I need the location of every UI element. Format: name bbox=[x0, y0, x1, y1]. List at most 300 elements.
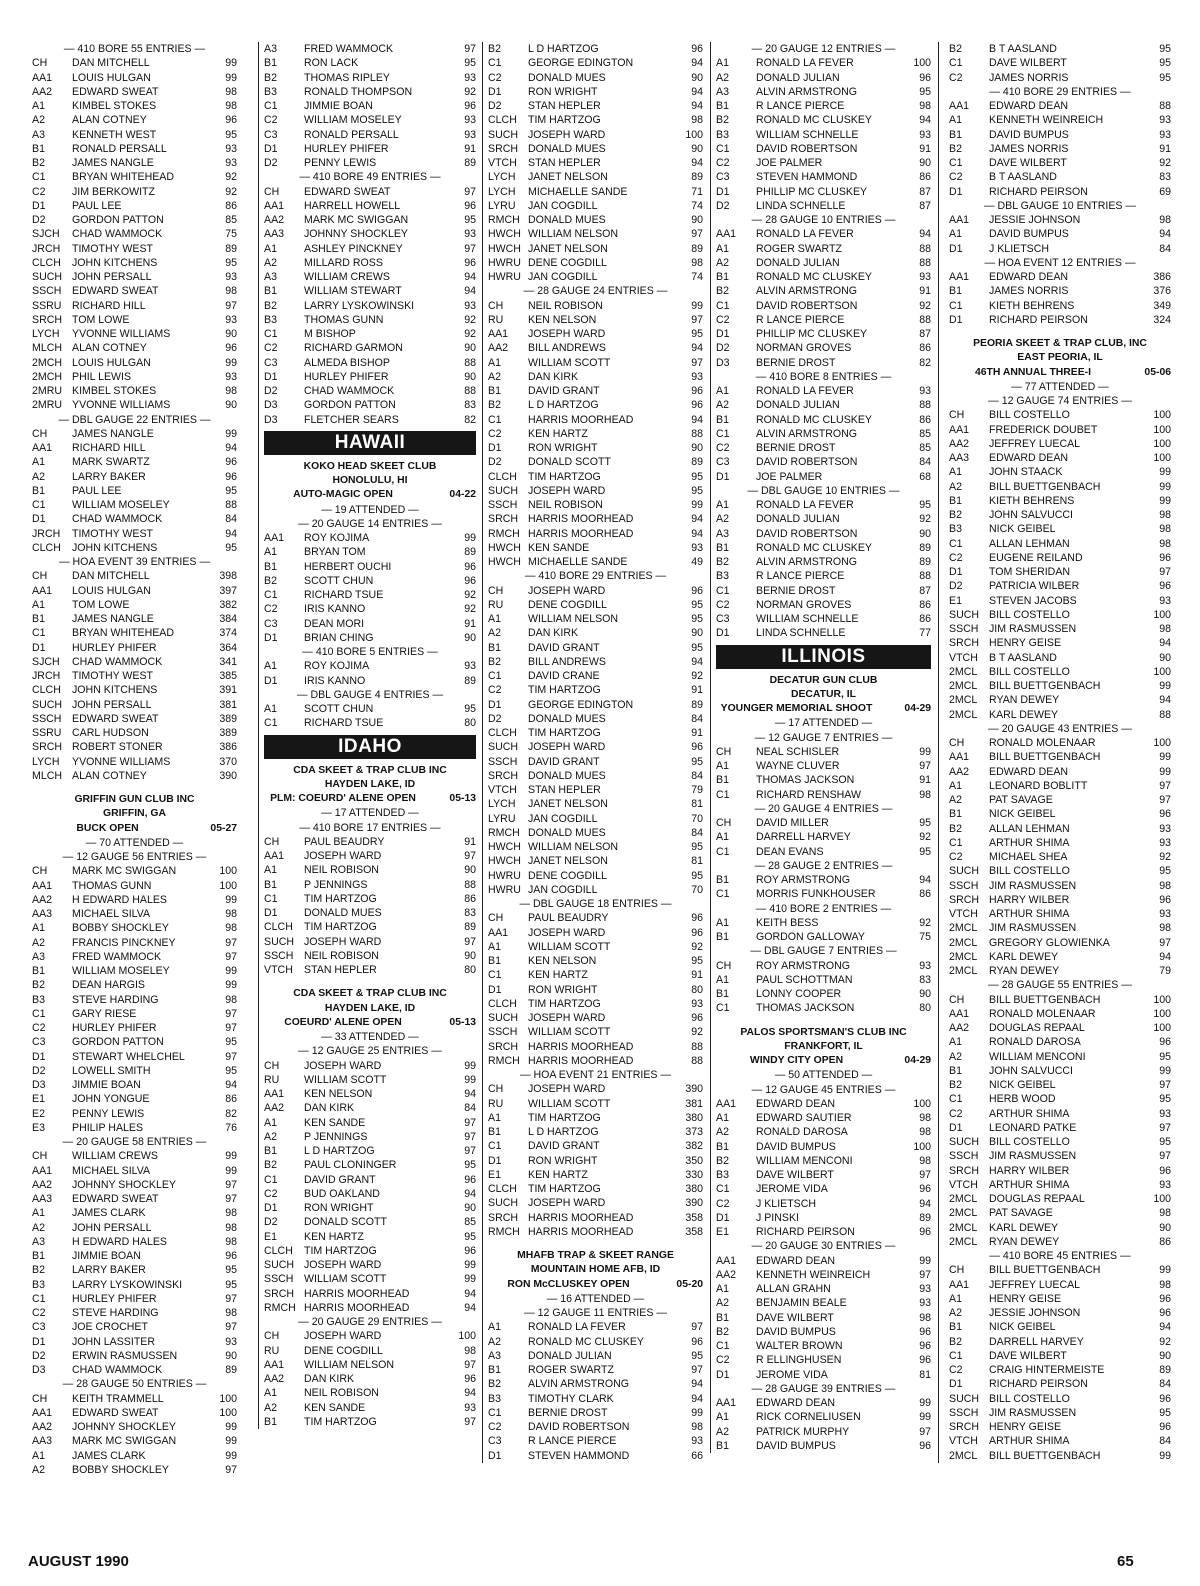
class-code: B1 bbox=[716, 271, 729, 283]
shooter-name: PHILLIP MC CLUSKEY bbox=[756, 328, 868, 340]
shooter-name: BENJAMIN BEALE bbox=[756, 1297, 847, 1310]
score: 96 bbox=[691, 584, 703, 597]
class-code: RU bbox=[264, 1073, 280, 1086]
result-row bbox=[488, 1168, 703, 1182]
result-row bbox=[716, 598, 931, 612]
class-code: A1 bbox=[949, 779, 962, 792]
score: 99 bbox=[225, 356, 237, 369]
score: 95 bbox=[691, 470, 703, 483]
shoot-title bbox=[716, 1054, 931, 1068]
result-row bbox=[716, 830, 931, 844]
event-line: — 28 GAUGE 10 ENTRIES — bbox=[751, 214, 896, 226]
score: 96 bbox=[225, 114, 237, 127]
shooter-name: JOHNNY SHOCKLEY bbox=[72, 1178, 177, 1191]
shooter-name: JOE PALMER bbox=[756, 157, 823, 169]
result-row bbox=[488, 128, 703, 142]
score: 83 bbox=[919, 973, 931, 986]
shooter-name: JAMES NORRIS bbox=[989, 285, 1069, 298]
result-row bbox=[716, 1111, 931, 1125]
club-heading: EAST PEORIA, IL bbox=[1017, 352, 1103, 364]
shooter-name: JOHN STAACK bbox=[989, 466, 1063, 479]
result-row bbox=[488, 740, 703, 754]
score: 89 bbox=[464, 921, 476, 934]
class-code: B1 bbox=[488, 1126, 501, 1138]
shooter-name: DONALD JULIAN bbox=[756, 513, 840, 526]
score: 94 bbox=[919, 874, 931, 886]
shooter-name: JOHN YONGUE bbox=[72, 1093, 150, 1106]
event-line: — 20 GAUGE 4 ENTRIES — bbox=[754, 802, 893, 815]
result-row bbox=[488, 484, 703, 498]
score: 390 bbox=[685, 1083, 703, 1096]
shooter-name: FRED WAMMOCK bbox=[304, 43, 394, 55]
class-code: B1 bbox=[264, 560, 277, 573]
class-code: HWCH bbox=[488, 242, 521, 255]
shooter-name: RONALD MC CLUSKEY bbox=[756, 413, 872, 426]
shooter-name: DONALD JULIAN bbox=[528, 1349, 612, 1362]
class-code: SUCH bbox=[488, 128, 519, 141]
shooter-name: DAN KIRK bbox=[304, 1102, 355, 1115]
class-code: A1 bbox=[32, 598, 45, 611]
score: 94 bbox=[464, 271, 476, 283]
result-row bbox=[949, 480, 1171, 494]
class-code: SSCH bbox=[949, 879, 979, 892]
result-row bbox=[264, 702, 476, 716]
score: 97 bbox=[1159, 1150, 1171, 1163]
section-gap bbox=[488, 1239, 703, 1249]
result-row bbox=[264, 1187, 476, 1201]
event-line: — DBL GAUGE 10 ENTRIES — bbox=[983, 199, 1137, 212]
result-row bbox=[488, 1040, 703, 1054]
score: 97 bbox=[225, 936, 237, 949]
result-row bbox=[488, 883, 703, 897]
score: 88 bbox=[1159, 100, 1171, 112]
result-row bbox=[488, 1449, 703, 1463]
result-row bbox=[716, 227, 931, 241]
shooter-name: WILLIAM NELSON bbox=[528, 228, 619, 241]
result-row bbox=[949, 551, 1171, 565]
result-row bbox=[716, 1140, 931, 1154]
shooter-name: M BISHOP bbox=[304, 328, 356, 340]
class-code: SSCH bbox=[488, 1026, 518, 1039]
score: 94 bbox=[464, 1088, 476, 1100]
score: 98 bbox=[691, 1421, 703, 1433]
shooter-name: YVONNE WILLIAMS bbox=[72, 755, 171, 768]
score: 84 bbox=[691, 712, 703, 725]
result-row bbox=[949, 1164, 1171, 1178]
result-row bbox=[488, 455, 703, 469]
shooter-name: DAVID ROBERTSON bbox=[756, 142, 858, 155]
score: 86 bbox=[464, 892, 476, 905]
shooter-name: SCOTT CHUN bbox=[304, 574, 374, 587]
score: 81 bbox=[691, 798, 703, 811]
shooter-name: FREDERICK DOUBET bbox=[989, 423, 1098, 436]
score: 91 bbox=[919, 142, 931, 155]
result-row bbox=[264, 185, 476, 199]
score: 99 bbox=[1159, 1264, 1171, 1277]
class-code: SUCH bbox=[949, 865, 980, 878]
class-code: D1 bbox=[264, 1202, 278, 1214]
result-row bbox=[488, 826, 703, 840]
result-row bbox=[264, 71, 476, 85]
shooter-name: JOSEPH WARD bbox=[304, 850, 382, 862]
score: 93 bbox=[919, 385, 931, 397]
score: 90 bbox=[225, 328, 237, 340]
class-code: D1 bbox=[488, 1449, 502, 1462]
shooter-name: RON WRIGHT bbox=[528, 983, 598, 996]
result-row bbox=[32, 1463, 237, 1477]
result-row bbox=[32, 185, 237, 199]
class-code: A2 bbox=[716, 1425, 729, 1438]
score: 100 bbox=[1153, 608, 1171, 621]
result-row bbox=[32, 1392, 237, 1406]
shooter-name: JAMES NORRIS bbox=[989, 71, 1069, 84]
event-line: — 12 GAUGE 25 ENTRIES — bbox=[298, 1045, 442, 1058]
result-row bbox=[949, 594, 1171, 608]
class-code: 2MCL bbox=[949, 1207, 978, 1220]
shooter-name: HURLEY PHIFER bbox=[72, 1022, 157, 1034]
result-row bbox=[716, 413, 931, 427]
shooter-name: B T AASLAND bbox=[989, 651, 1057, 664]
shooter-name: DONALD JULIAN bbox=[756, 256, 840, 269]
shooter-name: DONALD MUES bbox=[304, 907, 382, 919]
result-row bbox=[716, 788, 931, 802]
class-code: AA1 bbox=[949, 1278, 970, 1291]
score: 97 bbox=[464, 1130, 476, 1143]
class-code: D3 bbox=[264, 399, 278, 412]
shooter-name: BRYAN WHITEHEAD bbox=[72, 171, 175, 184]
result-row bbox=[716, 626, 931, 640]
shooter-name: RONALD MOLENAAR bbox=[989, 1007, 1096, 1020]
class-code: B1 bbox=[949, 808, 962, 821]
class-code: 2MCH bbox=[32, 370, 63, 383]
class-code: A1 bbox=[264, 864, 277, 877]
shooter-name: PATRICIA WILBER bbox=[989, 580, 1080, 593]
result-row bbox=[488, 1154, 703, 1168]
score: 95 bbox=[919, 845, 931, 858]
class-code: SRCH bbox=[949, 1421, 980, 1433]
result-row bbox=[488, 1420, 703, 1434]
shooter-name: NEIL ROBISON bbox=[528, 499, 603, 511]
shooter-name: JIM RASMUSSEN bbox=[989, 879, 1077, 892]
shooter-name: DAVE WILBERT bbox=[756, 1169, 834, 1181]
result-row bbox=[264, 384, 476, 398]
class-code: SUCH bbox=[949, 1136, 980, 1148]
result-row bbox=[949, 128, 1171, 142]
class-code: C1 bbox=[32, 499, 46, 511]
result-row bbox=[949, 622, 1171, 636]
result-row bbox=[949, 636, 1171, 650]
class-code: CH bbox=[32, 57, 48, 70]
score: 90 bbox=[919, 157, 931, 169]
score: 88 bbox=[464, 878, 476, 891]
class-code: E3 bbox=[32, 1121, 45, 1134]
result-row bbox=[949, 608, 1171, 622]
result-row bbox=[32, 669, 237, 683]
score: 96 bbox=[691, 741, 703, 754]
shooter-name: LOUIS HULGAN bbox=[72, 356, 151, 369]
score: 390 bbox=[685, 1197, 703, 1210]
class-code: A2 bbox=[716, 256, 729, 269]
result-row bbox=[32, 921, 237, 935]
class-code: SSCH bbox=[949, 623, 979, 635]
score: 97 bbox=[1159, 794, 1171, 806]
shooter-name: JOSEPH WARD bbox=[528, 484, 606, 497]
score: 98 bbox=[225, 1307, 237, 1319]
class-code: B2 bbox=[488, 655, 501, 668]
class-code: C2 bbox=[716, 1197, 730, 1210]
result-row bbox=[32, 683, 237, 697]
class-code: B1 bbox=[32, 613, 45, 625]
event-line: — 33 ATTENDED — bbox=[321, 1031, 419, 1043]
shooter-name: DONALD MUES bbox=[528, 712, 606, 725]
class-code: AA1 bbox=[32, 1406, 53, 1419]
shooter-name: FRANCIS PINCKNEY bbox=[72, 936, 176, 949]
class-code: E1 bbox=[716, 1226, 729, 1238]
result-row bbox=[949, 270, 1171, 284]
score: 70 bbox=[691, 883, 703, 896]
result-row bbox=[488, 56, 703, 70]
score: 96 bbox=[691, 926, 703, 939]
class-code: C3 bbox=[32, 1036, 46, 1049]
shooter-name: RONALD MOLENAAR bbox=[989, 737, 1096, 749]
class-code: SUCH bbox=[264, 935, 295, 948]
event-line: — HOA EVENT 21 ENTRIES — bbox=[519, 1069, 672, 1081]
score: 92 bbox=[919, 299, 931, 312]
result-row bbox=[949, 1007, 1171, 1021]
result-row bbox=[949, 1263, 1171, 1277]
result-row bbox=[488, 142, 703, 156]
class-code: D2 bbox=[949, 580, 963, 593]
shooter-name: RON WRIGHT bbox=[528, 442, 598, 454]
result-row bbox=[488, 1139, 703, 1153]
shooter-name: JAMES NANGLE bbox=[72, 157, 154, 169]
score: 93 bbox=[691, 541, 703, 554]
result-row bbox=[32, 99, 237, 113]
result-row bbox=[32, 893, 237, 907]
result-row bbox=[716, 313, 931, 327]
result-row bbox=[716, 555, 931, 569]
shooter-name: DONALD MUES bbox=[528, 214, 606, 226]
shooter-name: BILL BUETTGENBACH bbox=[989, 1449, 1101, 1462]
shooter-name: BILL BUETTGENBACH bbox=[989, 993, 1101, 1006]
shooter-name: KEN SANDE bbox=[304, 1401, 366, 1414]
class-code: RMCH bbox=[488, 214, 520, 226]
result-row bbox=[488, 356, 703, 370]
shooter-name: STAN HEPLER bbox=[304, 964, 377, 976]
shooter-name: R LANCE PIERCE bbox=[756, 100, 845, 112]
score: 99 bbox=[464, 1073, 476, 1086]
shooter-name: STAN HEPLER bbox=[528, 100, 601, 112]
event-line: — 17 ATTENDED — bbox=[774, 717, 873, 730]
score: 397 bbox=[219, 584, 237, 597]
score: 96 bbox=[919, 1183, 931, 1196]
result-row bbox=[32, 769, 237, 783]
score: 92 bbox=[1159, 157, 1171, 169]
score: 100 bbox=[913, 1097, 931, 1110]
score: 80 bbox=[919, 1002, 931, 1015]
class-code: VTCH bbox=[488, 784, 517, 796]
class-code: B2 bbox=[264, 299, 277, 312]
shooter-name: MARK MC SWIGGAN bbox=[72, 865, 177, 878]
class-code: C2 bbox=[264, 603, 278, 616]
score: 93 bbox=[691, 997, 703, 1010]
class-code: B1 bbox=[264, 878, 277, 891]
result-row bbox=[488, 926, 703, 940]
shooter-name: RONALD PERSALL bbox=[72, 142, 167, 155]
shooter-name: DAN KIRK bbox=[304, 1373, 355, 1385]
class-code: B1 bbox=[32, 484, 45, 497]
shooter-name: STEWART WHELCHEL bbox=[72, 1050, 185, 1063]
score: 95 bbox=[691, 1349, 703, 1362]
shooter-name: DOUGLAS REPAAL bbox=[989, 1193, 1085, 1205]
shoot-title bbox=[949, 366, 1171, 380]
score: 97 bbox=[225, 1292, 237, 1305]
result-row bbox=[488, 527, 703, 541]
class-code: MLCH bbox=[32, 769, 63, 782]
result-row bbox=[716, 527, 931, 541]
class-code: LYCH bbox=[488, 798, 516, 811]
score: 96 bbox=[919, 1439, 931, 1452]
class-code: C2 bbox=[488, 71, 502, 84]
result-row bbox=[264, 659, 476, 673]
result-row bbox=[264, 574, 476, 588]
result-row bbox=[716, 916, 931, 930]
class-code: CH bbox=[716, 817, 732, 829]
shooter-name: DONALD JULIAN bbox=[756, 399, 840, 412]
shooter-name: RONALD MC CLUSKEY bbox=[756, 541, 872, 554]
score: 93 bbox=[225, 370, 237, 383]
result-row bbox=[32, 1107, 237, 1121]
class-code: A3 bbox=[716, 85, 729, 98]
class-code: 2MCL bbox=[949, 1193, 978, 1205]
shooter-name: L D HARTZOG bbox=[528, 1126, 599, 1138]
score: 99 bbox=[1159, 680, 1171, 692]
shooter-name: EDWARD SWEAT bbox=[72, 85, 159, 98]
result-row bbox=[949, 437, 1171, 451]
class-code: A1 bbox=[32, 1207, 45, 1220]
score: 88 bbox=[464, 385, 476, 397]
class-code: HWCH bbox=[488, 855, 521, 868]
shoot-title bbox=[264, 488, 476, 502]
class-code: 2MCL bbox=[949, 936, 978, 949]
class-code: HWCH bbox=[488, 841, 521, 853]
class-code: C2 bbox=[488, 1421, 502, 1433]
class-code: D1 bbox=[716, 470, 730, 483]
score: 93 bbox=[1159, 836, 1171, 849]
shooter-name: TOM LOWE bbox=[72, 313, 130, 326]
score: 95 bbox=[225, 484, 237, 497]
class-code: A1 bbox=[264, 660, 277, 673]
result-row bbox=[716, 1097, 931, 1111]
score: 93 bbox=[1159, 1107, 1171, 1120]
result-row bbox=[488, 270, 703, 284]
result-row bbox=[716, 816, 931, 830]
shooter-name: GORDON PATTON bbox=[72, 1036, 164, 1049]
section-gap bbox=[949, 327, 1171, 337]
result-row bbox=[32, 1064, 237, 1078]
shooter-name: HURLEY PHIFER bbox=[304, 370, 389, 383]
score: 98 bbox=[1159, 1207, 1171, 1220]
class-code: AA1 bbox=[264, 199, 285, 212]
score: 99 bbox=[1159, 751, 1171, 764]
class-code: D1 bbox=[32, 641, 46, 654]
score: 82 bbox=[464, 413, 476, 426]
score: 94 bbox=[691, 1378, 703, 1391]
score: 93 bbox=[225, 1335, 237, 1348]
class-code: C1 bbox=[488, 670, 502, 682]
score: 96 bbox=[1159, 1307, 1171, 1319]
score: 99 bbox=[1159, 765, 1171, 778]
shooter-name: RONALD MC CLUSKEY bbox=[528, 1335, 644, 1348]
result-row bbox=[32, 1035, 237, 1049]
result-row bbox=[32, 1235, 237, 1249]
result-row bbox=[264, 99, 476, 113]
shooter-name: RICHARD HILL bbox=[72, 299, 146, 312]
event-line: — 20 GAUGE 14 ENTRIES — bbox=[298, 517, 442, 530]
result-row bbox=[949, 793, 1171, 807]
result-row bbox=[488, 1406, 703, 1420]
state-banner: ILLINOIS bbox=[716, 645, 931, 669]
event-line: — 12 GAUGE 45 ENTRIES — bbox=[751, 1083, 896, 1096]
shooter-name: DAVID BUMPUS bbox=[756, 1140, 836, 1153]
class-code: AA2 bbox=[32, 85, 53, 98]
score: 97 bbox=[225, 1022, 237, 1034]
shooter-name: BILL COSTELLO bbox=[989, 865, 1070, 878]
shooter-name: RICHARD TSUE bbox=[304, 717, 384, 730]
event-line: — 410 BORE 55 ENTRIES — bbox=[63, 43, 206, 55]
result-row bbox=[949, 1406, 1171, 1420]
score: 99 bbox=[225, 57, 237, 70]
class-code: SUCH bbox=[488, 1012, 519, 1024]
class-code: A1 bbox=[264, 242, 277, 255]
shooter-name: BERNIE DROST bbox=[756, 584, 836, 597]
result-row bbox=[32, 313, 237, 327]
shooter-name: TOM LOWE bbox=[72, 598, 130, 611]
shooter-name: BILL ANDREWS bbox=[528, 655, 606, 668]
result-row bbox=[264, 142, 476, 156]
results-column-5 bbox=[938, 42, 1171, 1463]
class-code: A1 bbox=[949, 228, 962, 241]
shooter-name: EDWARD SWEAT bbox=[72, 1406, 159, 1419]
class-code: A2 bbox=[949, 794, 962, 806]
class-code: C1 bbox=[716, 1340, 730, 1352]
score: 94 bbox=[691, 527, 703, 540]
result-row bbox=[264, 878, 476, 892]
shooter-name: ROY KOJIMA bbox=[304, 660, 370, 673]
result-row bbox=[488, 1349, 703, 1363]
result-row bbox=[949, 71, 1171, 85]
shooter-name: LOUIS HULGAN bbox=[72, 71, 151, 84]
score: 96 bbox=[464, 560, 476, 573]
class-code: B1 bbox=[264, 1145, 277, 1157]
score: 97 bbox=[464, 242, 476, 255]
shooter-name: HENRY GEISE bbox=[989, 637, 1062, 650]
score: 100 bbox=[1153, 665, 1171, 678]
class-code: B2 bbox=[32, 1264, 45, 1277]
event-line: — DBL GAUGE 10 ENTRIES — bbox=[747, 484, 900, 497]
score: 99 bbox=[691, 299, 703, 312]
result-row bbox=[32, 441, 237, 455]
class-code: RU bbox=[488, 1097, 504, 1110]
result-row bbox=[32, 1335, 237, 1349]
shooter-name: DAVE WILBERT bbox=[989, 57, 1067, 70]
result-row bbox=[488, 441, 703, 455]
score: 69 bbox=[1159, 185, 1171, 198]
score: 91 bbox=[691, 727, 703, 739]
shooter-name: P JENNINGS bbox=[304, 1130, 368, 1143]
club-heading: FRANKFORT, IL bbox=[784, 1040, 863, 1052]
score: 99 bbox=[225, 1435, 237, 1448]
